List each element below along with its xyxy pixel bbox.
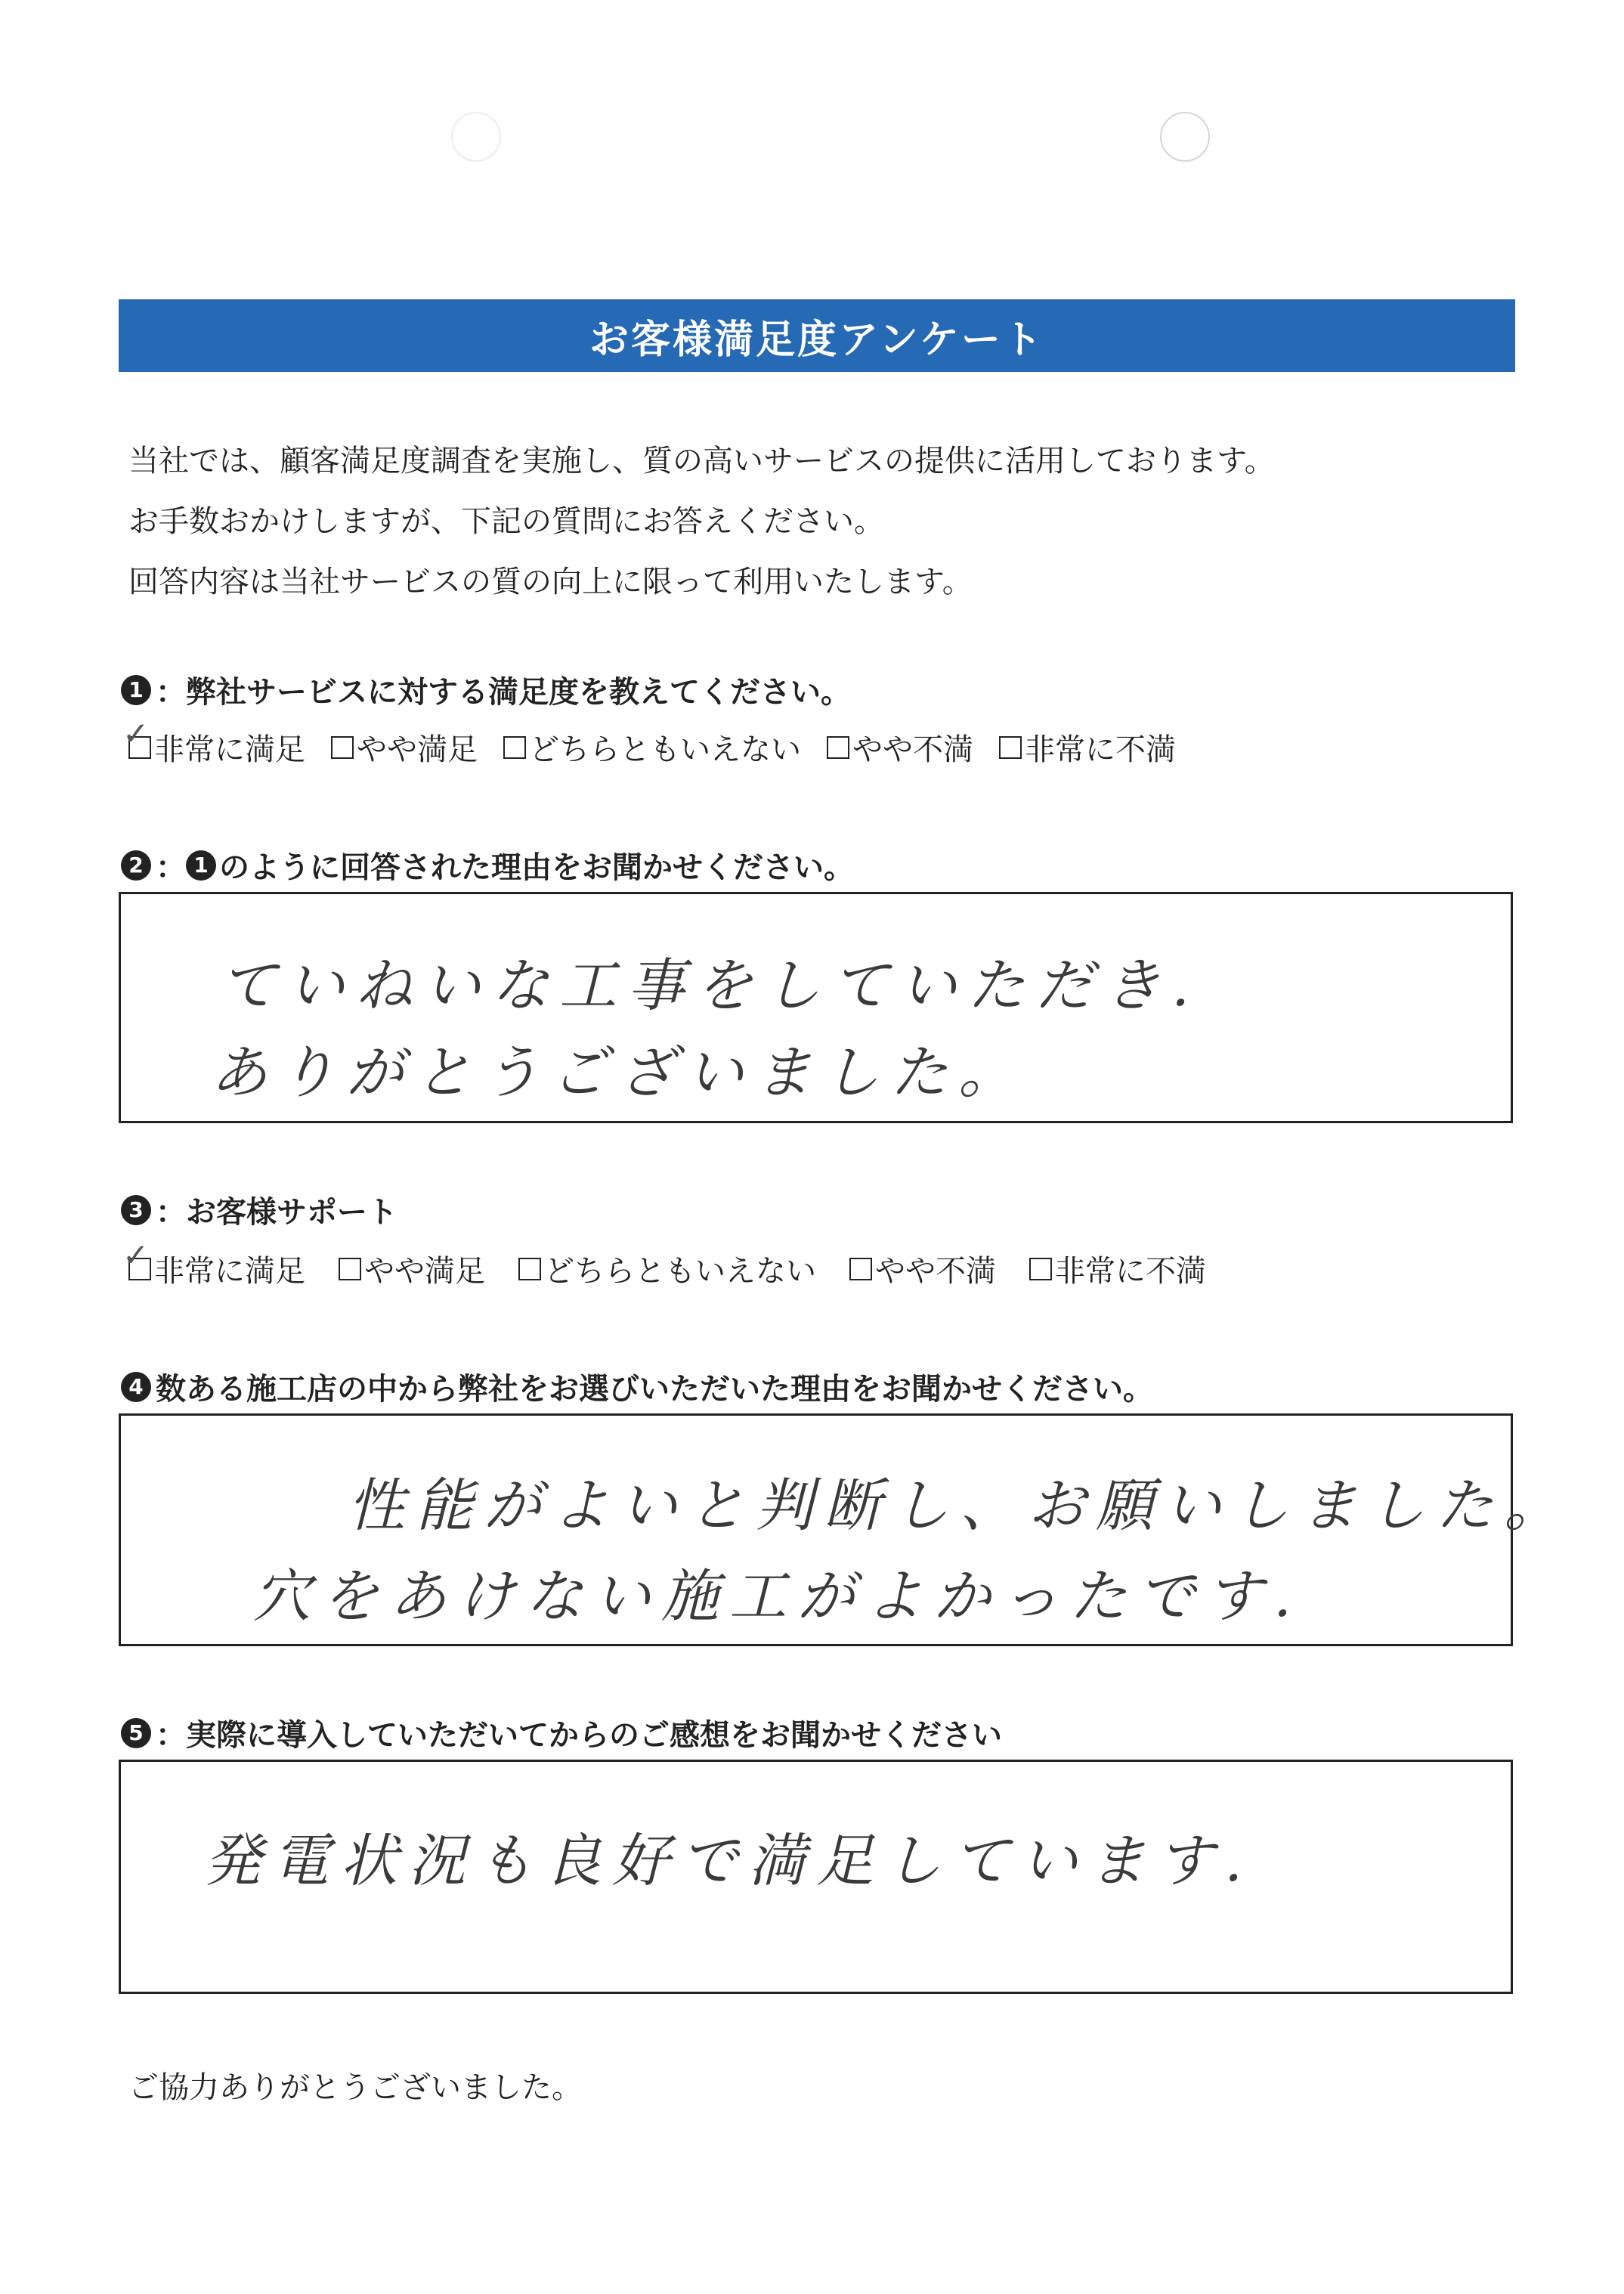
handwritten-answer-line: 穴をあけない施工がよかったです.	[253, 1562, 1303, 1630]
question-2	[121, 844, 854, 887]
q3-option-somewhat-satisfied[interactable]	[339, 1247, 485, 1290]
handwritten-answer-line: 性能がよいと判断し、お願いしました。	[348, 1472, 1572, 1539]
question-text: のように回答された理由をお聞かせください。	[219, 850, 854, 885]
option-label: 非常に不満	[1055, 1254, 1206, 1289]
intro-line: お手数おかけしますが、下記の質問にお答えください。	[128, 504, 884, 539]
q3-option-very-dissatisfied[interactable]	[1029, 1247, 1206, 1290]
punch-hole-right	[1160, 112, 1210, 162]
check-mark-icon: ✓	[122, 1236, 150, 1274]
question-5	[121, 1711, 1002, 1754]
checkbox[interactable]	[999, 736, 1022, 759]
question-number: 5	[121, 1718, 151, 1748]
q5-answer-box[interactable]	[119, 1760, 1513, 1994]
checkbox-checked[interactable]	[122, 1236, 151, 1280]
question-separator: ：	[156, 1195, 186, 1230]
survey-title: お客様満足度アンケート	[119, 299, 1515, 372]
option-label: 非常に不満	[1025, 732, 1176, 767]
closing-message: ご協力ありがとうございました。	[128, 2070, 582, 2105]
q1-option-very-satisfied[interactable]	[122, 714, 305, 769]
option-label: 非常に満足	[154, 732, 305, 767]
question-separator: ：	[156, 1718, 186, 1753]
q4-answer-box[interactable]	[119, 1413, 1572, 1646]
question-text: 数ある施工店の中から弊社をお選びいただいた理由をお聞かせください。	[156, 1372, 1153, 1407]
checkbox[interactable]	[331, 736, 354, 759]
handwritten-answer-line: ていねいな工事をしていただき.	[219, 952, 1201, 1019]
question-separator: ：	[156, 675, 186, 710]
q1-option-very-dissatisfied[interactable]	[999, 726, 1176, 769]
handwritten-answer-line: 発電状況も良好で満足しています.	[204, 1827, 1254, 1894]
checkbox[interactable]	[849, 1258, 872, 1280]
question-text: 弊社サービスに対する満足度を教えてください。	[186, 675, 851, 710]
q1-option-neutral[interactable]	[503, 726, 801, 769]
check-mark-icon: ✓	[122, 714, 150, 752]
option-label: どちらともいえない	[544, 1254, 816, 1289]
intro-line: 当社では、顧客満足度調査を実施し、質の高いサービスの提供に活用しております。	[128, 444, 1275, 478]
question-4	[121, 1365, 1153, 1408]
option-label: 非常に満足	[154, 1254, 305, 1289]
checkbox[interactable]	[339, 1258, 361, 1280]
question-1	[121, 668, 851, 711]
question-text: お客様サポート	[186, 1195, 397, 1230]
option-label: やや満足	[364, 1254, 485, 1289]
q3-option-somewhat-dissatisfied[interactable]	[849, 1247, 996, 1290]
question-3	[121, 1188, 397, 1231]
question-number: 4	[121, 1372, 151, 1402]
q2-answer-box[interactable]	[119, 892, 1513, 1123]
q3-option-neutral[interactable]	[518, 1247, 816, 1290]
intro-text	[128, 431, 1275, 612]
q1-option-somewhat-satisfied[interactable]	[331, 726, 478, 769]
question-text: 実際に導入していただいてからのご感想をお聞かせください	[186, 1718, 1002, 1753]
checkbox[interactable]	[503, 736, 526, 759]
question-separator: ：	[156, 850, 186, 885]
checkbox[interactable]	[518, 1258, 541, 1280]
question-number: 2	[121, 850, 151, 881]
checkbox[interactable]	[827, 736, 849, 759]
option-label: どちらともいえない	[529, 732, 801, 767]
q3-options	[122, 1236, 1232, 1290]
q1-option-somewhat-dissatisfied[interactable]	[827, 726, 973, 769]
option-label: やや不満	[852, 732, 973, 767]
checkbox-checked[interactable]	[122, 714, 151, 759]
checkbox[interactable]	[1029, 1258, 1052, 1280]
question-number: 1	[121, 675, 151, 705]
punch-hole-left	[451, 112, 501, 162]
option-label: やや不満	[875, 1254, 996, 1289]
q3-option-very-satisfied[interactable]	[122, 1236, 305, 1290]
intro-line: 回答内容は当社サービスの質の向上に限って利用いたします。	[128, 565, 973, 599]
question-ref-number: 1	[186, 850, 216, 881]
handwritten-answer-line: ありがとうございました。	[210, 1039, 1026, 1106]
question-number: 3	[121, 1195, 151, 1225]
q1-options	[122, 714, 1202, 769]
option-label: やや満足	[357, 732, 478, 767]
